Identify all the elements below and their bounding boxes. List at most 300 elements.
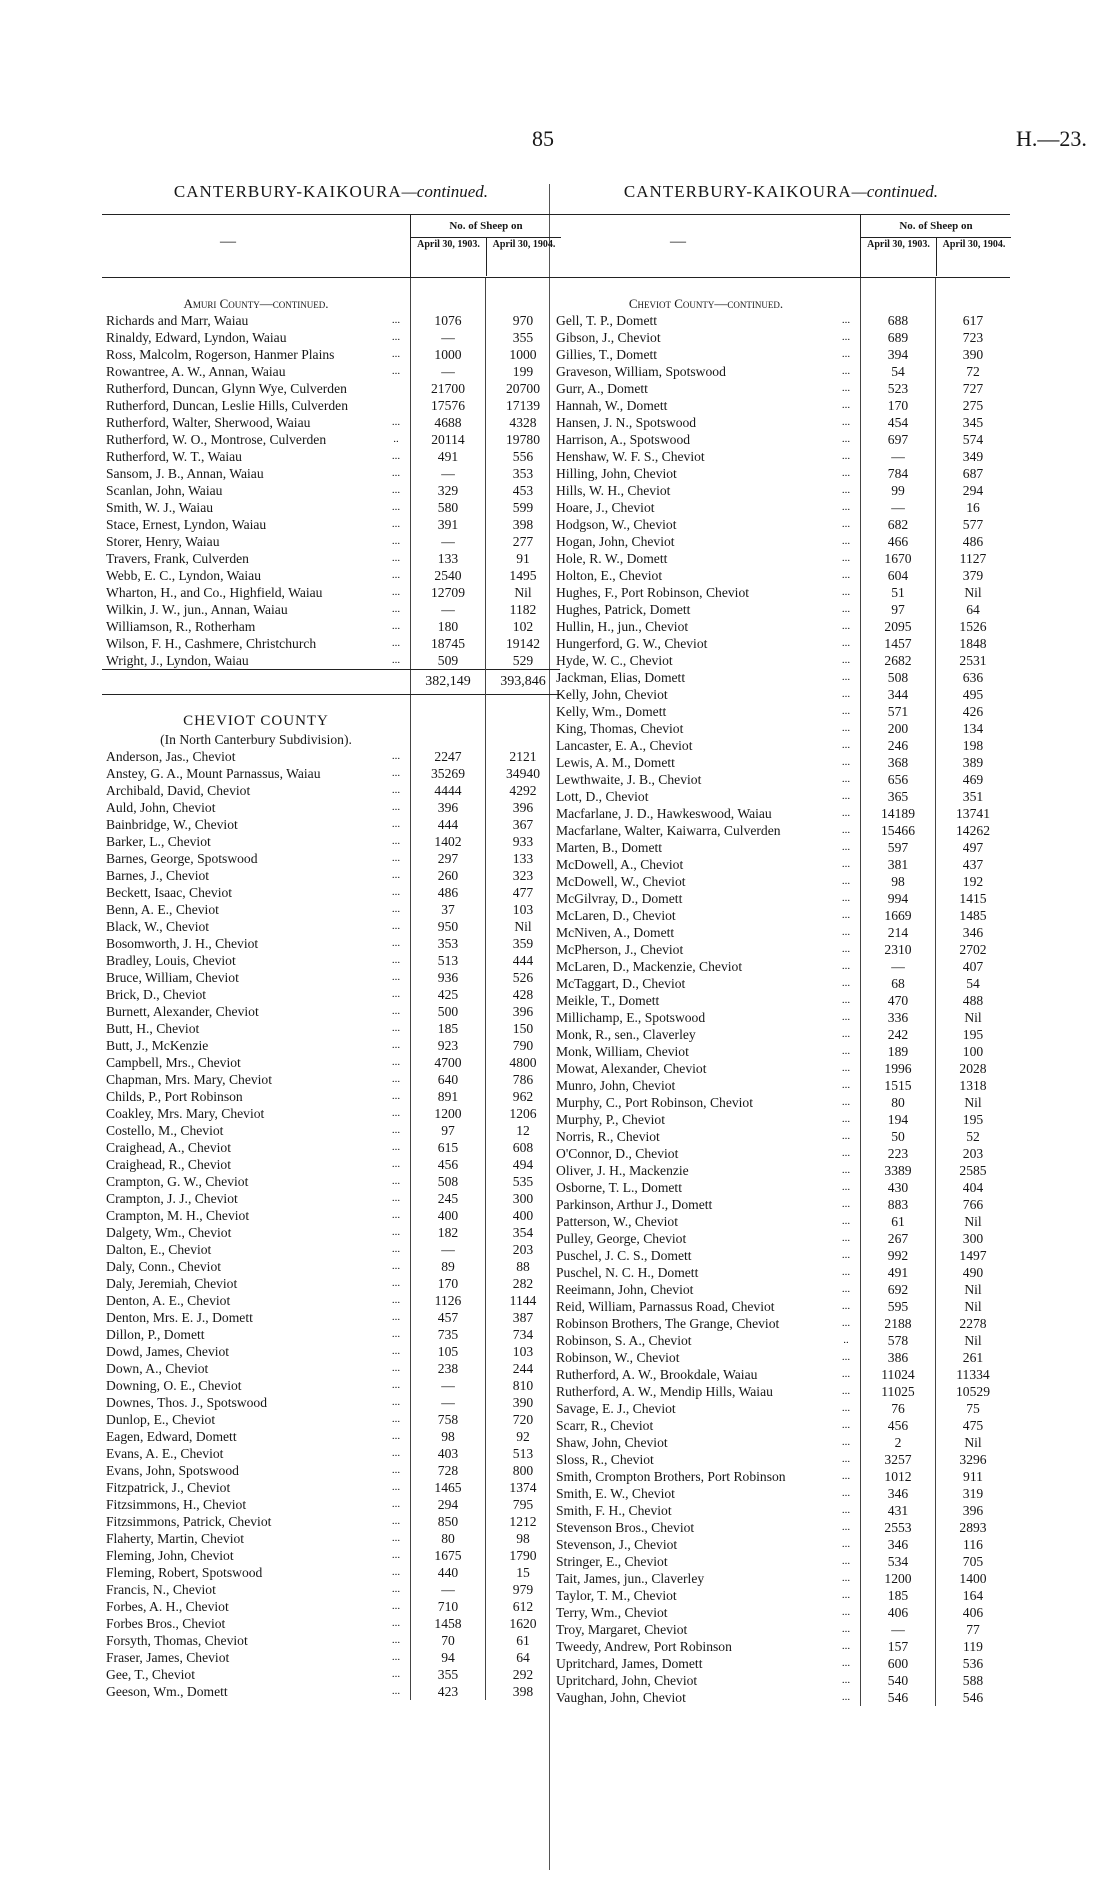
owner-name: Smith, E. W., Cheviot	[556, 1486, 675, 1501]
owner-name: Shaw, John, Cheviot	[556, 1435, 668, 1450]
table-row	[102, 918, 560, 935]
table-row	[102, 1241, 560, 1258]
sheep-1904: 98	[516, 1531, 530, 1546]
table-row	[552, 346, 1010, 363]
sheep-1903: 194	[887, 1112, 909, 1127]
owner-name: Macfarlane, J. D., Hawkeswood, Waiau	[556, 806, 772, 821]
owner-name: Denton, Mrs. E. J., Domett	[106, 1310, 253, 1325]
sheep-1903: 500	[437, 1004, 459, 1019]
sheep-1904: 355	[512, 330, 534, 345]
leader-dots: ...	[391, 971, 401, 983]
table-row	[102, 1207, 560, 1224]
owner-name: Webb, E. C., Lyndon, Waiau	[106, 568, 261, 583]
sheep-1903: 11024	[881, 1367, 915, 1382]
leader-dots: ...	[841, 1062, 851, 1074]
owner-name: Hills, W. H., Cheviot	[556, 483, 671, 498]
leader-dots: ...	[391, 954, 401, 966]
sheep-1903: 728	[437, 1463, 459, 1478]
table-row	[102, 1462, 560, 1479]
sheep-1903: 1465	[434, 1480, 462, 1495]
leader-dots: ...	[391, 1413, 401, 1425]
leader-dots: ...	[841, 824, 851, 836]
sheep-1904: 346	[962, 925, 984, 940]
leader-dots: ...	[841, 1572, 851, 1584]
leader-dots: ...	[841, 467, 851, 479]
owner-name: Stringer, E., Cheviot	[556, 1554, 668, 1569]
leader-dots: ...	[391, 1124, 401, 1136]
table-row	[102, 816, 560, 833]
sheep-1904: 12	[516, 1123, 530, 1138]
sheep-1904: 351	[962, 789, 984, 804]
owner-name: Dalton, E., Cheviot	[106, 1242, 212, 1257]
leader-dots: ...	[391, 1260, 401, 1272]
table-row	[102, 1003, 560, 1020]
leader-dots: ...	[391, 1311, 401, 1323]
sheep-1904: 353	[512, 466, 534, 481]
sheep-1903: 950	[437, 919, 459, 934]
leader-dots: ...	[841, 1470, 851, 1482]
page-number: 85	[532, 126, 554, 151]
leader-dots: ...	[391, 450, 401, 462]
sheep-1903: 1515	[884, 1078, 912, 1093]
document-reference: H.—23.	[1016, 126, 1087, 151]
sheep-1903: 294	[437, 1497, 459, 1512]
leader-dots: ...	[391, 1175, 401, 1187]
sheep-1903: 245	[437, 1191, 459, 1206]
table-row	[552, 839, 1010, 856]
table-row	[552, 1451, 1010, 1468]
owner-name: Rutherford, Duncan, Leslie Hills, Culverden	[106, 398, 348, 413]
table-row	[552, 1315, 1010, 1332]
owner-name: Smith, W. J., Waiau	[106, 500, 214, 515]
owner-name: Geeson, Wm., Domett	[106, 1684, 228, 1699]
sheep-1903: 597	[887, 840, 909, 855]
owner-name: Robinson Brothers, The Grange, Cheviot	[556, 1316, 780, 1331]
table-row	[552, 1281, 1010, 1298]
table-row	[552, 856, 1010, 873]
sheep-1904: 77	[966, 1622, 980, 1637]
table-row	[102, 1530, 560, 1547]
table-row	[552, 1383, 1010, 1400]
table-row	[102, 1377, 560, 1394]
owner-name: Hughes, Patrick, Domett	[556, 602, 691, 617]
leader-dots: ...	[391, 1481, 401, 1493]
table-row	[102, 1309, 560, 1326]
table-row	[552, 1060, 1010, 1077]
leader-dots: ...	[841, 433, 851, 445]
sheep-1903: 170	[887, 398, 909, 413]
sheep-1904: Nil	[964, 1214, 982, 1229]
owner-name: Wright, J., Lyndon, Waiau	[106, 653, 249, 668]
sheep-1903: 2	[894, 1435, 902, 1450]
sheep-1903: 170	[437, 1276, 459, 1291]
sheep-1904: 103	[512, 1344, 534, 1359]
sheep-1903: 615	[437, 1140, 459, 1155]
county-subtitle: (In North Canterbury Subdivision).	[160, 732, 352, 747]
table-row	[552, 686, 1010, 703]
leader-dots: ...	[391, 1022, 401, 1034]
leader-dots: ...	[841, 1538, 851, 1550]
table-row	[102, 1581, 560, 1598]
sheep-1903: 97	[891, 602, 905, 617]
owner-name: Scarr, R., Cheviot	[556, 1418, 654, 1433]
sheep-1903: 238	[437, 1361, 459, 1376]
sheep-1904: 2585	[959, 1163, 987, 1178]
sheep-1903: 710	[437, 1599, 459, 1614]
sheep-1903: 51	[891, 585, 905, 600]
table-row	[102, 329, 560, 346]
owner-name: Scanlan, John, Waiau	[106, 483, 223, 498]
leader-dots: ...	[841, 1419, 851, 1431]
sheep-1903: 396	[437, 800, 459, 815]
table-row	[552, 1196, 1010, 1213]
leader-dots: ...	[391, 535, 401, 547]
sheep-1903: 604	[887, 568, 909, 583]
sheep-1903: 1670	[884, 551, 912, 566]
sheep-1904: 14262	[956, 823, 990, 838]
sheep-1904: 588	[962, 1673, 984, 1688]
leader-dots: ...	[841, 1657, 851, 1669]
leader-dots: ...	[391, 1634, 401, 1646]
owner-name: Flaherty, Martin, Cheviot	[106, 1531, 245, 1546]
sheep-1903: 457	[437, 1310, 459, 1325]
sheep-1903: 12709	[431, 585, 465, 600]
owner-name: Eagen, Edward, Domett	[106, 1429, 237, 1444]
sheep-1904: 150	[512, 1021, 534, 1036]
sheep-1903: 2553	[884, 1520, 912, 1535]
table-row	[102, 312, 560, 329]
owner-name: Craighead, R., Cheviot	[106, 1157, 231, 1172]
sheep-1903: 50	[891, 1129, 905, 1144]
sheep-1904: 1127	[959, 551, 987, 566]
sheep-1903: 4688	[434, 415, 462, 430]
leader-dots: ..	[393, 433, 399, 445]
owner-name: Tweedy, Andrew, Port Robinson	[556, 1639, 732, 1654]
owner-name: Hyde, W. C., Cheviot	[556, 653, 673, 668]
sheep-1904: Nil	[964, 1299, 982, 1314]
table-row	[102, 1683, 560, 1700]
table-row	[552, 465, 1010, 482]
sheep-1904: 2893	[959, 1520, 987, 1535]
leader-dots: ...	[391, 1668, 401, 1680]
owner-name: McLaren, D., Cheviot	[556, 908, 676, 923]
spacer	[102, 278, 560, 295]
sheep-1904: 199	[512, 364, 534, 379]
table-row	[102, 1343, 560, 1360]
right-header-dash: —	[670, 233, 686, 250]
sheep-1903: —	[441, 1395, 455, 1410]
owner-name: Campbell, Mrs., Cheviot	[106, 1055, 241, 1070]
table-row	[102, 1411, 560, 1428]
table-row	[102, 635, 560, 652]
table-row	[102, 748, 560, 765]
owner-name: Savage, E. J., Cheviot	[556, 1401, 676, 1416]
table-row	[552, 1570, 1010, 1587]
table-row	[552, 1111, 1010, 1128]
table-row	[552, 669, 1010, 686]
sheep-1904: 1790	[509, 1548, 537, 1563]
leader-dots: ...	[841, 1453, 851, 1465]
sheep-1904: 11334	[956, 1367, 990, 1382]
sheep-1904: 612	[512, 1599, 534, 1614]
table-row	[552, 1468, 1010, 1485]
sheep-1904: 359	[512, 936, 534, 951]
left-column-title	[102, 180, 560, 204]
table-row	[552, 1689, 1010, 1706]
sheep-1903: 386	[887, 1350, 909, 1365]
sheep-1904: 1000	[509, 347, 537, 362]
sheep-1903: 850	[437, 1514, 459, 1529]
sheep-1904: 766	[962, 1197, 984, 1212]
leader-dots: ...	[391, 1515, 401, 1527]
table-row	[102, 1020, 560, 1037]
owner-name: Macfarlane, Walter, Kaiwarra, Culverden	[556, 823, 781, 838]
sheep-1904: 203	[512, 1242, 534, 1257]
sheep-1904: 535	[512, 1174, 534, 1189]
sheep-1903: 80	[891, 1095, 905, 1110]
sheep-1904: 389	[962, 755, 984, 770]
sheep-1904: 599	[512, 500, 534, 515]
sheep-1904: 398	[512, 517, 534, 532]
owner-name: Gee, T., Cheviot	[106, 1667, 195, 1682]
sheep-1904: 195	[962, 1027, 984, 1042]
left-total-row	[102, 669, 560, 695]
owner-name: Rutherford, Duncan, Glynn Wye, Culverden	[106, 381, 347, 396]
sheep-1904: 687	[962, 466, 984, 481]
sheep-1904: 486	[962, 534, 984, 549]
sheep-1903: 406	[887, 1605, 909, 1620]
sheep-1903: 344	[887, 687, 909, 702]
sheep-1903: 682	[887, 517, 909, 532]
sheep-1904: 2531	[959, 653, 987, 668]
leader-dots: ...	[841, 722, 851, 734]
left-header-col-1904: April 30, 1904.	[486, 238, 561, 276]
sheep-1904: 574	[962, 432, 984, 447]
sheep-1904: 134	[962, 721, 984, 736]
sheep-1904: 277	[512, 534, 534, 549]
table-row	[552, 1502, 1010, 1519]
sheep-1903: 15466	[881, 823, 915, 838]
owner-name: Ross, Malcolm, Rogerson, Hanmer Plains	[106, 347, 335, 362]
sheep-1903: 697	[887, 432, 909, 447]
sheep-1903: 491	[887, 1265, 909, 1280]
table-row	[552, 941, 1010, 958]
county-title: CHEVIOT COUNTY	[183, 713, 329, 729]
owner-name: McPherson, J., Cheviot	[556, 942, 684, 957]
owner-name: Francis, N., Cheviot	[106, 1582, 216, 1597]
sheep-1904: 203	[962, 1146, 984, 1161]
sheep-1904: 477	[512, 885, 534, 900]
owner-name: Archibald, David, Cheviot	[106, 783, 251, 798]
sheep-1904: 1485	[959, 908, 987, 923]
owner-name: Smith, F. H., Cheviot	[556, 1503, 672, 1518]
sheep-1903: 2540	[434, 568, 462, 583]
table-row	[102, 1224, 560, 1241]
owner-name: Mowat, Alexander, Cheviot	[556, 1061, 707, 1076]
table-row	[552, 516, 1010, 533]
total-1904: 393,846	[500, 674, 546, 689]
sheep-1904: 795	[512, 1497, 534, 1512]
total-1903: 382,149	[425, 674, 471, 689]
sheep-1904: 790	[512, 1038, 534, 1053]
sheep-1903: 200	[887, 721, 909, 736]
sheep-1903: 534	[887, 1554, 909, 1569]
leader-dots: ...	[391, 1532, 401, 1544]
sheep-1904: 4328	[509, 415, 537, 430]
sheep-1904: 962	[512, 1089, 534, 1104]
right-table-body	[552, 278, 1010, 1706]
leader-dots: ...	[841, 450, 851, 462]
table-row	[102, 1156, 560, 1173]
sheep-1904: 64	[516, 1650, 530, 1665]
sheep-1903: 509	[437, 653, 459, 668]
sheep-1904: 244	[512, 1361, 534, 1376]
leader-dots: ...	[841, 960, 851, 972]
owner-name: Gurr, A., Domett	[556, 381, 648, 396]
sheep-1903: 440	[437, 1565, 459, 1580]
sheep-1904: 54	[966, 976, 980, 991]
sheep-1903: —	[441, 534, 455, 549]
table-row	[552, 873, 1010, 890]
owner-name: Munro, John, Cheviot	[556, 1078, 676, 1093]
table-row	[552, 1162, 1010, 1179]
sheep-1904: 970	[512, 313, 534, 328]
owner-name: Daly, Jeremiah, Cheviot	[106, 1276, 238, 1291]
owner-name: Sloss, R., Cheviot	[556, 1452, 654, 1467]
sheep-1904: 345	[962, 415, 984, 430]
sheep-1903: 571	[887, 704, 909, 719]
leader-dots: ...	[841, 416, 851, 428]
sheep-1903: 466	[887, 534, 909, 549]
sheep-1903: —	[441, 466, 455, 481]
sheep-1903: 346	[887, 1537, 909, 1552]
table-row	[552, 1043, 1010, 1060]
sheep-1904: 34940	[506, 766, 540, 781]
left-title-text: CANTERBURY-KAIKOURA	[173, 182, 402, 201]
table-row	[552, 1298, 1010, 1315]
sheep-1903: 992	[887, 1248, 909, 1263]
sheep-1904: 1318	[959, 1078, 987, 1093]
leader-dots: ...	[841, 671, 851, 683]
table-row	[102, 1275, 560, 1292]
sheep-1903: 97	[441, 1123, 455, 1138]
owner-name: Murphy, P., Cheviot	[556, 1112, 666, 1127]
table-row	[552, 1519, 1010, 1536]
sheep-1903: 189	[887, 1044, 909, 1059]
table-row	[102, 1513, 560, 1530]
owner-name: Norris, R., Cheviot	[556, 1129, 660, 1144]
sheep-1903: 14189	[881, 806, 915, 821]
sheep-1904: 727	[962, 381, 984, 396]
sheep-1904: 556	[512, 449, 534, 464]
sheep-1904: 116	[963, 1537, 983, 1552]
leader-dots: ...	[841, 552, 851, 564]
sheep-1904: 367	[512, 817, 534, 832]
leader-dots: ...	[841, 637, 851, 649]
leader-dots: ...	[841, 1589, 851, 1601]
sheep-1904: 88	[516, 1259, 530, 1274]
table-row	[552, 397, 1010, 414]
leader-dots: ...	[841, 1640, 851, 1652]
owner-name: Hungerford, G. W., Cheviot	[556, 636, 708, 651]
table-row	[552, 1094, 1010, 1111]
sheep-1903: —	[441, 1242, 455, 1257]
leader-dots: ...	[391, 1396, 401, 1408]
sheep-1904: 354	[512, 1225, 534, 1240]
sheep-1904: 406	[962, 1605, 984, 1620]
sheep-1903: 1402	[434, 834, 462, 849]
sheep-1904: 404	[962, 1180, 984, 1195]
table-row	[552, 1604, 1010, 1621]
table-row	[552, 312, 1010, 329]
sheep-1904: Nil	[514, 585, 532, 600]
sheep-1903: 1457	[884, 636, 912, 651]
right-header-group-title: No. of Sheep on	[861, 215, 1011, 238]
sheep-1904: 400	[512, 1208, 534, 1223]
table-row	[552, 499, 1010, 516]
sheep-1903: 381	[887, 857, 909, 872]
owner-name: Vaughan, John, Cheviot	[556, 1690, 686, 1705]
table-row	[552, 771, 1010, 788]
sheep-1903: 470	[887, 993, 909, 1008]
table-row	[552, 533, 1010, 550]
owner-name: Lott, D., Cheviot	[556, 789, 649, 804]
table-row	[552, 958, 1010, 975]
sheep-1903: 182	[437, 1225, 459, 1240]
sheep-1903: 508	[437, 1174, 459, 1189]
leader-dots: ...	[391, 1243, 401, 1255]
sheep-1903: 80	[441, 1531, 455, 1546]
sheep-1904: 20700	[506, 381, 540, 396]
owner-name: Hannah, W., Domett	[556, 398, 668, 413]
table-row	[552, 1230, 1010, 1247]
table-row	[102, 1139, 560, 1156]
leader-dots: ...	[391, 1685, 401, 1697]
leader-dots: ...	[841, 773, 851, 785]
owner-name: Dillon, P., Domett	[106, 1327, 205, 1342]
owner-name: Jackman, Elias, Domett	[556, 670, 686, 685]
table-row	[552, 1077, 1010, 1094]
owner-name: Robinson, S. A., Cheviot	[556, 1333, 692, 1348]
sheep-1904: 428	[512, 987, 534, 1002]
sheep-1904: 3296	[959, 1452, 987, 1467]
left-rows-cheviot	[102, 748, 560, 1700]
sheep-1904: 198	[962, 738, 984, 753]
sheep-1903: —	[891, 959, 905, 974]
sheep-1903: 640	[437, 1072, 459, 1087]
leader-dots: ...	[391, 1005, 401, 1017]
sheep-1903: 656	[887, 772, 909, 787]
sheep-1904: 529	[512, 653, 534, 668]
sheep-1903: 394	[887, 347, 909, 362]
leader-dots: ...	[841, 1674, 851, 1686]
sheep-1904: 1206	[509, 1106, 537, 1121]
table-row	[102, 584, 560, 601]
table-row	[102, 799, 560, 816]
table-row	[102, 533, 560, 550]
sheep-1903: —	[891, 449, 905, 464]
owner-name: Pulley, George, Cheviot	[556, 1231, 687, 1246]
owner-name: Robinson, W., Cheviot	[556, 1350, 680, 1365]
leader-dots: ...	[841, 1011, 851, 1023]
leader-dots: ...	[391, 1141, 401, 1153]
table-row	[552, 1179, 1010, 1196]
leader-dots: ...	[841, 926, 851, 938]
sheep-1903: 223	[887, 1146, 909, 1161]
sheep-1904: 546	[962, 1690, 984, 1705]
sheep-1903: —	[441, 364, 455, 379]
sheep-1903: 1200	[434, 1106, 462, 1121]
